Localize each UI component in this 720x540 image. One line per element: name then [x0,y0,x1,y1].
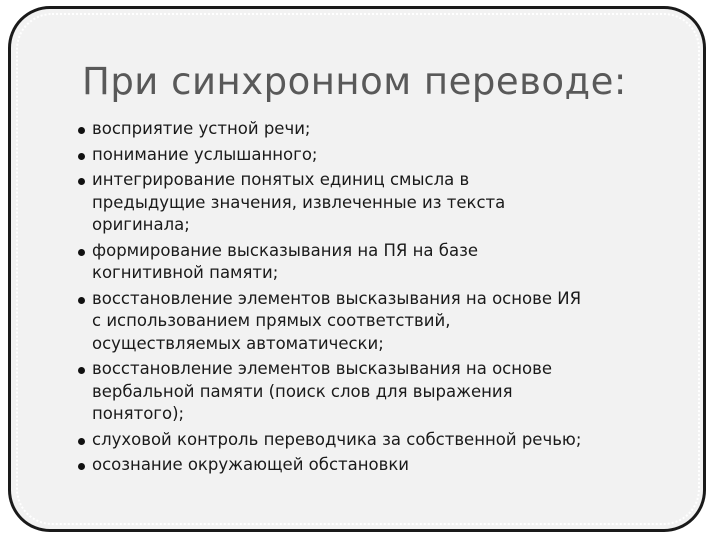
bullet-text: слуховой контроль переводчика за собственной речью; [92,429,582,449]
slide-title: При синхронном переводе: [82,60,627,103]
bullet-dot-icon [78,178,85,185]
bullet-item [78,454,688,477]
bullet-text: понимание услышанного; [92,144,318,164]
bullet-dot-icon [78,249,85,256]
bullet-item [78,169,688,237]
bullet-text: восстановление элементов высказывания на основе ИЯ с использованием прямых соответствий, осуществляемых автоматически; [92,288,582,353]
bullet-item [78,429,688,452]
bullet-list [78,118,688,480]
bullet-text: восприятие устной речи; [92,119,311,138]
bullet-item [78,240,688,285]
bullet-dot-icon [78,127,85,134]
bullet-dot-icon [78,297,85,304]
bullet-item [78,118,688,141]
bullet-text: восстановление элементов высказывания на основе вербальной памяти (поиск слов для выражения понятого); [92,359,553,423]
bullet-dot-icon [78,367,85,374]
bullet-text: формирование высказывания на ПЯ на базе когнитивной памяти; [92,240,478,282]
bullet-dot-icon [78,438,85,445]
bullet-text: осознание окружающей обстановки [92,455,410,474]
bullet-item [78,288,688,356]
bullet-item [78,144,688,167]
bullet-dot-icon [78,153,85,160]
bullet-text: интегрирование понятых единиц смысла в предыдущие значения, извлеченные из текста оригинала; [92,170,506,234]
bullet-item [78,358,688,426]
bullet-dot-icon [78,463,85,470]
